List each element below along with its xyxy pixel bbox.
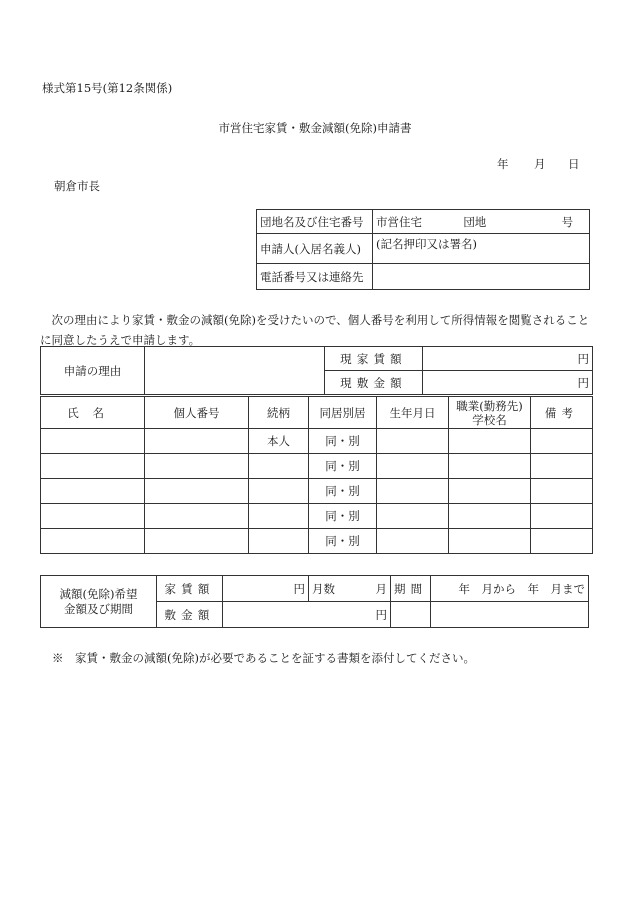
member-occupation[interactable]: [449, 504, 531, 529]
member-cohab[interactable]: 同・別: [309, 429, 377, 454]
date-day: 日: [568, 157, 580, 171]
member-name[interactable]: [41, 454, 145, 479]
header-occupation-line2: 学校名: [472, 412, 507, 427]
member-relation[interactable]: [249, 504, 309, 529]
member-cohab[interactable]: 同・別: [309, 454, 377, 479]
member-number[interactable]: [145, 479, 249, 504]
form-number: 様式第15号(第12条関係): [42, 81, 173, 95]
household-table: [40, 396, 593, 554]
request-months[interactable]: [309, 576, 391, 602]
attachment-note: ※ 家賃・敷金の減額(免除)が必要であることを証する書類を添付してください。: [52, 651, 475, 665]
header-relation: 続柄: [249, 397, 309, 429]
header-cohabitation: 同居別居: [309, 397, 377, 429]
request-table: [40, 575, 589, 628]
applicant-table: [256, 209, 590, 290]
months-unit: 月: [375, 581, 387, 596]
member-name[interactable]: [41, 479, 145, 504]
member-number[interactable]: [145, 454, 249, 479]
reason-value[interactable]: [145, 347, 325, 395]
header-occupation: [449, 397, 531, 429]
applicant-name-value[interactable]: (記名押印又は署名): [373, 234, 590, 264]
applicant-name-label: 申請人(入居名義人): [257, 234, 373, 264]
request-label-line1: 減額(免除)希望: [59, 586, 138, 601]
header-name: 氏名: [41, 397, 145, 429]
phone-value[interactable]: [373, 264, 590, 290]
request-label-line2: 金額及び期間: [64, 601, 133, 616]
member-relation[interactable]: [249, 454, 309, 479]
request-label: [41, 576, 157, 628]
member-remarks[interactable]: [531, 479, 593, 504]
date-year: 年: [497, 157, 509, 171]
member-remarks[interactable]: [531, 504, 593, 529]
period-value[interactable]: 年 月から 年 月まで: [431, 576, 589, 602]
household-header-row: [41, 397, 593, 429]
member-number[interactable]: [145, 504, 249, 529]
header-birthdate: 生年月日: [377, 397, 449, 429]
complex-value-b: 団地: [463, 214, 487, 229]
document-title: 市営住宅家賃・敷金減額(免除)申請書: [218, 121, 412, 135]
reason-table: [40, 346, 593, 395]
addressee: 朝倉市長: [54, 179, 100, 193]
complex-value-c: 号: [561, 214, 574, 229]
header-occupation-line1: 職業(勤務先): [456, 398, 523, 413]
member-occupation[interactable]: [449, 529, 531, 554]
request-rent-yen: 円: [223, 576, 309, 602]
member-birthdate[interactable]: [377, 529, 449, 554]
request-deposit-blank1: [391, 602, 431, 628]
header-personal-number: 個人番号: [145, 397, 249, 429]
member-cohab[interactable]: 同・別: [309, 529, 377, 554]
member-occupation[interactable]: [449, 429, 531, 454]
complex-value: [373, 210, 590, 234]
date-month: 月: [534, 157, 546, 171]
current-rent-label: 現家賃額: [325, 347, 423, 371]
current-rent-yen: 円: [423, 347, 593, 371]
complex-label: 団地名及び住宅番号: [257, 210, 373, 234]
member-occupation[interactable]: [449, 479, 531, 504]
member-occupation[interactable]: [449, 454, 531, 479]
member-cohab[interactable]: 同・別: [309, 504, 377, 529]
current-deposit-yen: 円: [423, 371, 593, 395]
table-row: [41, 454, 593, 479]
member-number[interactable]: [145, 429, 249, 454]
member-relation[interactable]: [249, 479, 309, 504]
request-deposit-blank2: [431, 602, 589, 628]
request-rent-label: 家賃額: [157, 576, 223, 602]
member-birthdate[interactable]: [377, 429, 449, 454]
member-remarks[interactable]: [531, 429, 593, 454]
member-remarks[interactable]: [531, 454, 593, 479]
table-row: [41, 479, 593, 504]
request-deposit-label: 敷金額: [157, 602, 223, 628]
current-deposit-label: 現敷金額: [325, 371, 423, 395]
member-birthdate[interactable]: [377, 479, 449, 504]
member-name[interactable]: [41, 504, 145, 529]
complex-value-a: 市営住宅: [376, 214, 422, 229]
reason-label: 申請の理由: [41, 347, 145, 395]
member-name[interactable]: [41, 429, 145, 454]
statement: 次の理由により家賃・敷金の減額(免除)を受けたいので、個人番号を利用して所得情報を閲覧されることに同意したうえで申請します。: [40, 313, 590, 347]
header-remarks: 備考: [531, 397, 593, 429]
member-remarks[interactable]: [531, 529, 593, 554]
member-number[interactable]: [145, 529, 249, 554]
period-label: 期間: [391, 576, 431, 602]
member-name[interactable]: [41, 529, 145, 554]
member-birthdate[interactable]: [377, 454, 449, 479]
table-row: [41, 504, 593, 529]
member-birthdate[interactable]: [377, 504, 449, 529]
table-row: [41, 529, 593, 554]
months-label: 月数: [312, 581, 335, 596]
member-relation: 本人: [249, 429, 309, 454]
request-deposit-yen: 円: [223, 602, 391, 628]
member-cohab[interactable]: 同・別: [309, 479, 377, 504]
phone-label: 電話番号又は連絡先: [257, 264, 373, 290]
member-relation[interactable]: [249, 529, 309, 554]
table-row: [41, 429, 593, 454]
